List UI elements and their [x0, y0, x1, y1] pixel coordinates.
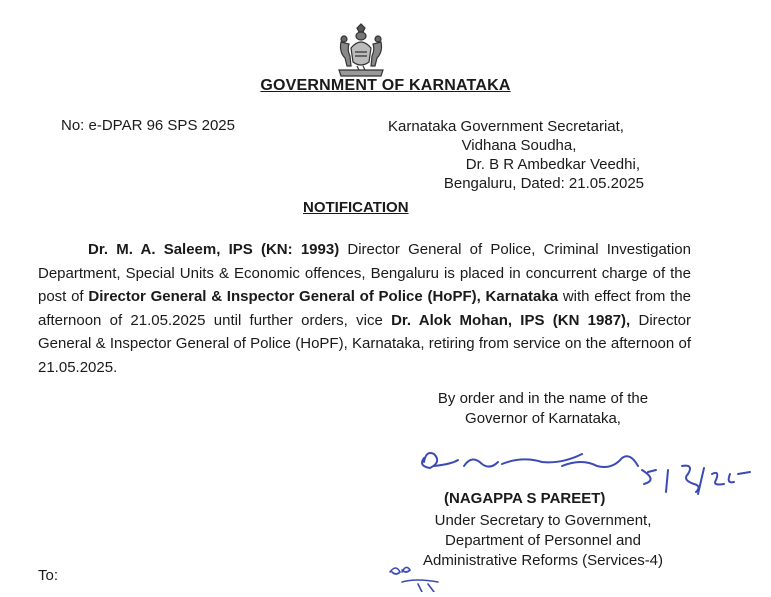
retiring-officer-name: Dr. Alok Mohan, IPS (KN 1987),: [391, 311, 631, 329]
officer-name: Dr. M. A. Saleem, IPS (KN: 1993): [88, 241, 340, 258]
designation-line: Department of Personnel and: [445, 532, 641, 549]
address-line: Karnataka Government Secretariat,: [388, 118, 624, 135]
body-text: Director General of Police, Criminal Investigation Department, Special Units & Economic offences, Bengaluru is placed in concurrent charge of the post of: [38, 241, 691, 305]
office-address: [388, 117, 644, 193]
designation-line: Under Secretary to Government,: [434, 512, 652, 529]
post-title: Director General & Inspector General of Police (HoPF), Karnataka: [88, 288, 559, 305]
to-label: To:: [38, 567, 59, 584]
notification-heading: NOTIFICATION: [303, 199, 409, 216]
order-text: By order and in the name of the: [437, 390, 649, 407]
signatory-name: (NAGAPPA S PAREET): [444, 490, 606, 507]
state-emblem-icon: [333, 22, 389, 78]
handwritten-initials: [388, 558, 468, 592]
reference-number: No: e-DPAR 96 SPS 2025: [61, 117, 235, 134]
notification-body: [38, 238, 691, 379]
order-text: Governor of Karnataka,: [465, 410, 621, 427]
order-line: [418, 389, 668, 429]
address-line: Dr. B R Ambedkar Veedhi,: [465, 156, 640, 173]
body-text: with effect from the afternoon of 21.05.2025 until further orders, vice: [38, 288, 692, 329]
page-title: GOVERNMENT OF KARNATAKA: [260, 77, 511, 94]
designation-line: Administrative Reforms (Services-4): [422, 552, 664, 569]
address-line: Vidhana Soudha,: [461, 137, 577, 154]
address-line: Bengaluru, Dated: 21.05.2025: [443, 175, 644, 192]
body-text: Director General & Inspector General of Police (HoPF), Karnataka, retiring from service on the afternoon of 21.05.2025.: [38, 311, 691, 376]
